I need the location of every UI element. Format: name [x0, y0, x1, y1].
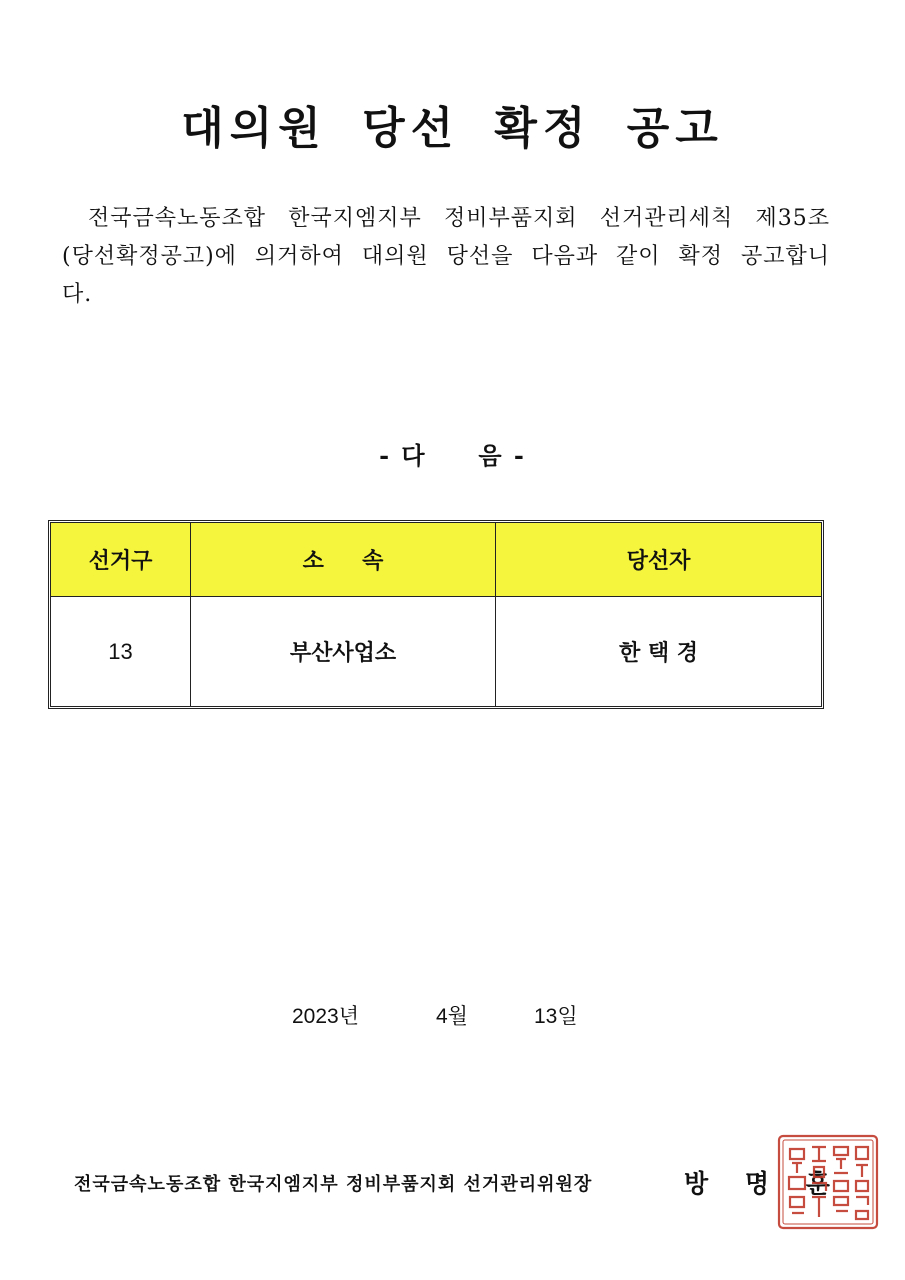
date-month: 4월 [436, 1005, 468, 1028]
official-seal-icon [776, 1133, 880, 1231]
date-year: 2023년 [292, 1005, 360, 1028]
header-elected: 당선자 [496, 523, 821, 597]
header-affiliation: 소 속 [191, 523, 496, 597]
cell-affiliation: 부산사업소 [191, 597, 496, 706]
cell-district: 13 [51, 597, 191, 706]
signer-name: 방 명 훈 [684, 1169, 844, 1198]
notice-heading: - 다 음 - [379, 441, 526, 470]
announcement-body: 전국금속노동조합 한국지엠지부 정비부품지회 선거관리세칙 제35조(당선확정공고)에 의거하여 대의원 당선을 다음과 같이 확정 공고합니다. [62, 206, 830, 307]
cell-elected: 한 택 경 [618, 640, 699, 666]
page-title: 대의원 당선 확정 공고 [181, 103, 724, 154]
result-table [48, 520, 824, 709]
date-day: 13일 [534, 1005, 578, 1028]
signature-organization: 전국금속노동조합 한국지엠지부 정비부품지회 선거관리위원장 [74, 1174, 593, 1195]
header-district: 선거구 [51, 523, 191, 597]
